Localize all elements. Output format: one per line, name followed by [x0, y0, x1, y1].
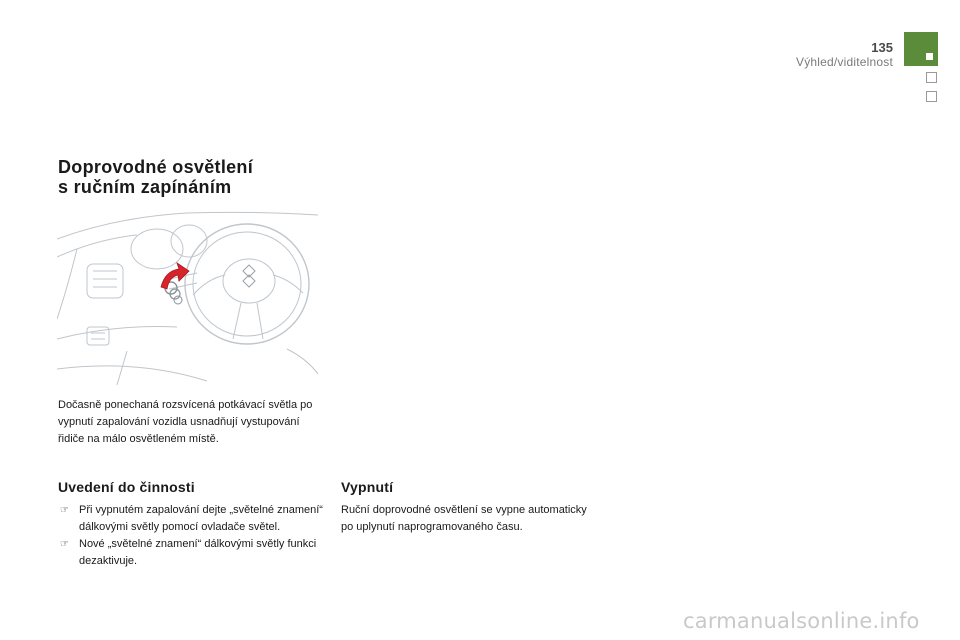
section-title-line: Doprovodné osvětlení — [58, 157, 254, 177]
activation-steps — [58, 502, 328, 570]
section-title — [58, 157, 358, 197]
chapter-title: Výhled/viditelnost — [796, 55, 893, 69]
section-title-line: s ručním zapínáním — [58, 177, 232, 197]
list-item — [58, 502, 328, 536]
intro-paragraph: Dočasně ponechaná rozsvícená potkávací světla po vypnutí zapalování vozidla usnadňují vystupování řidiče na málo osvětleném místě. — [58, 399, 313, 445]
page-number: 135 — [871, 40, 893, 55]
chapter-tab-box[interactable] — [926, 72, 937, 83]
watermark: carmanualsonline.info — [683, 609, 920, 633]
activation-heading: Uvedení do činnosti — [58, 479, 195, 495]
deactivation-paragraph: Ruční doprovodné osvětlení se vypne automaticky po uplynutí naprogramovaného času. — [341, 504, 587, 533]
step-text: Při vypnutém zapalování dejte „světelné znamení“ dálkovými světly pomocí ovladače světel. — [79, 504, 323, 533]
chapter-tab-active[interactable] — [904, 32, 938, 66]
list-item — [58, 536, 328, 570]
tab-square-icon — [926, 53, 933, 60]
bullet-hand-icon: ☞ — [60, 539, 69, 550]
deactivation-heading: Vypnutí — [341, 479, 394, 495]
step-text: Nové „světelné znamení“ dálkovými světly funkci dezaktivuje. — [79, 538, 317, 567]
chapter-tab-box[interactable] — [926, 91, 937, 102]
bullet-hand-icon: ☞ — [60, 505, 69, 516]
steering-wheel-illustration — [57, 209, 318, 385]
